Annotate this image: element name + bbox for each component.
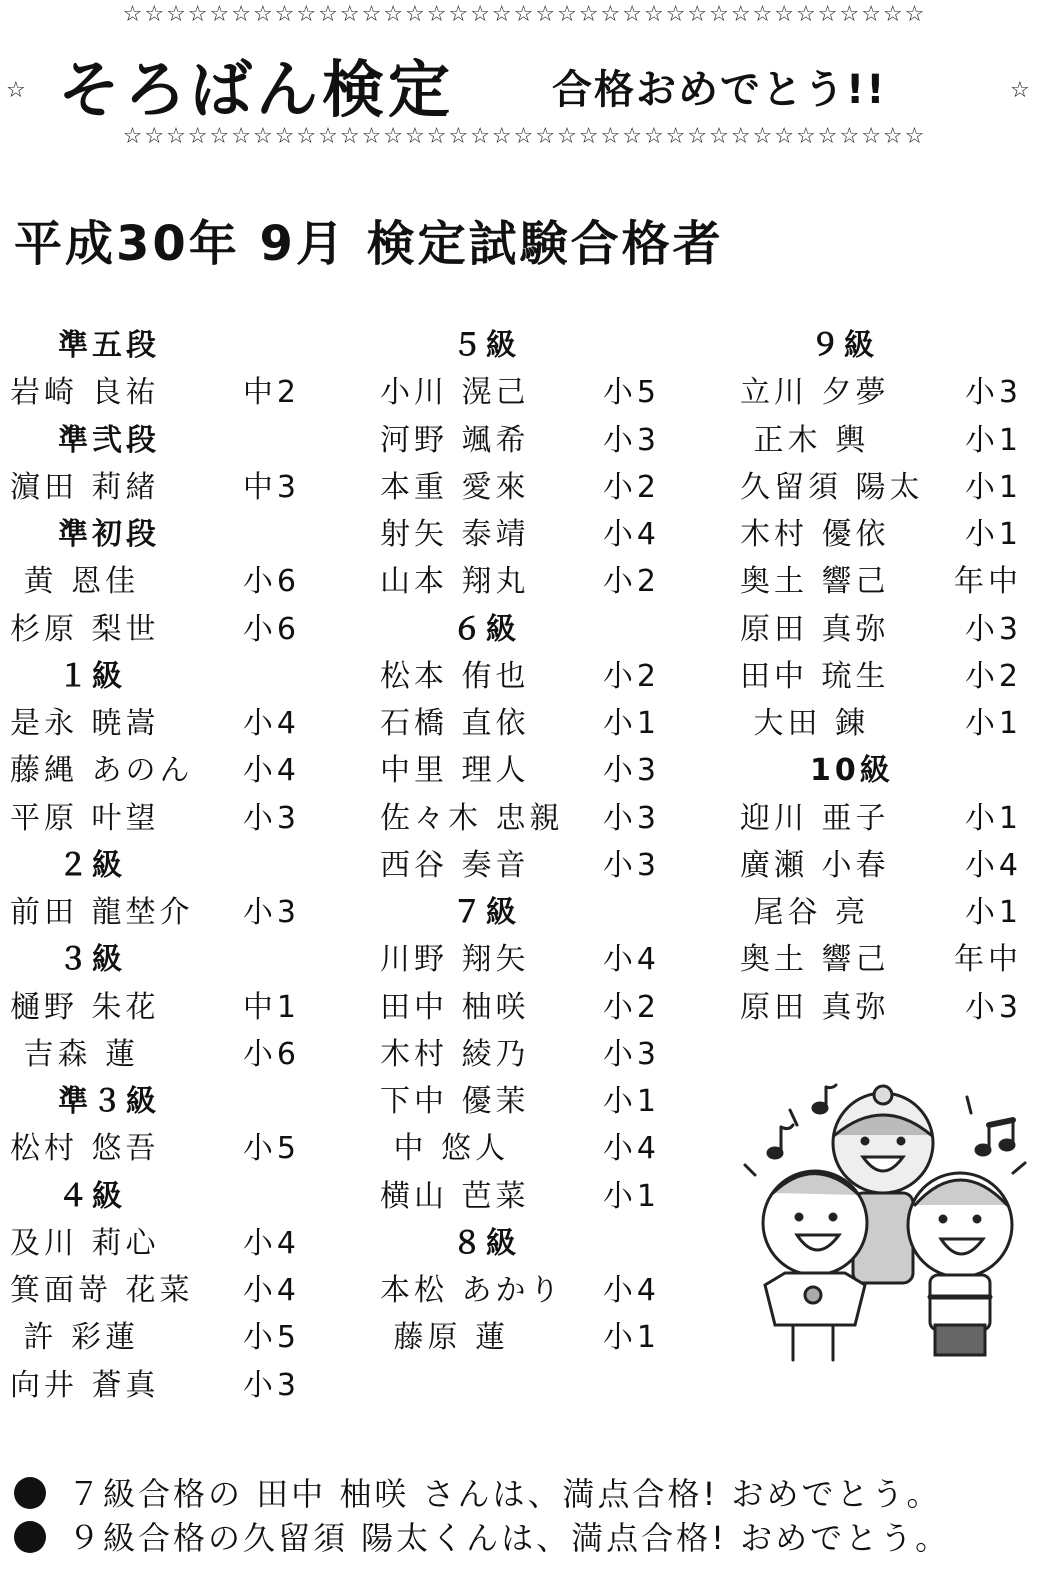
list-item (10, 1314, 300, 1361)
list-item (740, 369, 1022, 416)
school-year: 小6 (242, 1036, 300, 1072)
list-item (10, 795, 300, 842)
note-text-1: ７級合格の 田中 柚咲 さんは、満点合格! おめでとう。 (68, 1475, 942, 1513)
list-item (740, 606, 1022, 653)
person-name: 廣瀬 小春 (740, 847, 890, 883)
person-name: 前田 龍埜介 (10, 895, 194, 930)
list-item (740, 795, 1022, 842)
school-year: 小3 (242, 800, 300, 836)
school-year: 小3 (602, 753, 660, 789)
person-name: 是永 暁嵩 (10, 706, 160, 741)
school-year: 小4 (242, 706, 300, 741)
grade-label: ２級 (58, 847, 126, 883)
results-column-1 (10, 322, 300, 1409)
list-item (380, 842, 660, 889)
person-name: 中里 理人 (380, 753, 530, 789)
grade-label: 10級 (810, 753, 894, 789)
list-item (740, 889, 1022, 936)
person-name: 佐々木 忠親 (380, 800, 564, 836)
school-year: 小3 (242, 1367, 300, 1403)
child-right (908, 1173, 1012, 1355)
school-year: 小5 (242, 1131, 300, 1167)
star-border-bottom: ☆☆☆☆☆☆☆☆☆☆☆☆☆☆☆☆☆☆☆☆☆☆☆☆☆☆☆☆☆☆☆☆☆☆☆☆☆ (122, 124, 927, 149)
star-icon-left: ☆ (6, 78, 26, 103)
school-year: 小1 (964, 706, 1022, 741)
list-item (740, 936, 1022, 983)
school-year: 小3 (602, 1036, 660, 1072)
person-name: 濵田 莉緒 (10, 469, 160, 505)
person-name: 本松 あかり (380, 1273, 564, 1308)
school-year: 小4 (602, 1273, 660, 1308)
list-item (380, 511, 660, 558)
grade-label: ７級 (452, 895, 520, 930)
singing-children-illustration (735, 1075, 1035, 1375)
list-item (10, 558, 300, 605)
person-name: 平原 叶望 (10, 800, 160, 836)
school-year: 小2 (602, 564, 660, 600)
grade-heading (10, 1173, 300, 1220)
school-year: 小4 (242, 1273, 300, 1308)
list-item (380, 1267, 660, 1314)
list-item (380, 558, 660, 605)
list-item (10, 464, 300, 511)
exam-heading: 平成30年 9月 検定試験合格者 (14, 216, 724, 272)
grade-heading (740, 747, 1022, 794)
list-item (380, 936, 660, 983)
person-name: 箕面嵜 花菜 (10, 1273, 194, 1308)
school-year: 中2 (242, 375, 300, 411)
grade-label: ９級 (810, 328, 878, 363)
grade-heading (10, 653, 300, 700)
list-item (10, 606, 300, 653)
list-item (10, 1362, 300, 1409)
list-item (10, 700, 300, 747)
school-year: 小2 (964, 658, 1022, 694)
grade-label: ８級 (452, 1225, 520, 1261)
school-year: 小3 (602, 422, 660, 458)
school-year: 年中 (954, 564, 1022, 600)
list-item (740, 464, 1022, 511)
school-year: 小4 (964, 847, 1022, 883)
person-name: 川野 翔矢 (380, 942, 530, 978)
school-year: 小1 (964, 422, 1022, 458)
grade-label: ５級 (452, 328, 520, 363)
person-name: 立川 夕夢 (740, 375, 890, 411)
person-name: 及川 莉心 (10, 1225, 160, 1261)
grade-heading (380, 889, 660, 936)
grade-heading (10, 511, 300, 558)
list-item (380, 1125, 660, 1172)
school-year: 中3 (242, 469, 300, 505)
music-note-icon-2 (813, 1085, 836, 1113)
grade-heading (10, 1078, 300, 1125)
list-item (740, 700, 1022, 747)
double-music-note-icon (976, 1120, 1014, 1155)
grade-heading (380, 322, 660, 369)
list-item (10, 1220, 300, 1267)
star-icon-right: ☆ (1010, 78, 1030, 103)
list-item (380, 464, 660, 511)
list-item (380, 653, 660, 700)
list-item (740, 653, 1022, 700)
person-name: 石橋 直依 (380, 706, 530, 741)
school-year: 小2 (602, 989, 660, 1025)
school-year: 小4 (242, 753, 300, 789)
school-year: 小4 (602, 942, 660, 978)
person-name: 藤縄 あのん (10, 753, 194, 789)
list-item (380, 1031, 660, 1078)
notes-section (14, 1472, 1044, 1560)
grade-heading (740, 322, 1022, 369)
person-name: 黄 恩佳 (10, 564, 140, 600)
list-item (380, 795, 660, 842)
list-item (10, 984, 300, 1031)
person-name: 奥土 響己 (740, 942, 890, 978)
person-name: 中 悠人 (380, 1131, 510, 1167)
person-name: 奥土 響己 (740, 564, 890, 600)
grade-label: １級 (58, 658, 126, 694)
list-item (740, 417, 1022, 464)
school-year: 小5 (602, 375, 660, 411)
person-name: 許 彩蓮 (10, 1320, 140, 1356)
school-year: 小1 (964, 800, 1022, 836)
note-line-1 (14, 1472, 1044, 1516)
person-name: 西谷 奏音 (380, 847, 530, 883)
list-item (10, 1267, 300, 1314)
results-column-3 (740, 322, 1022, 1031)
grade-label: 準五段 (58, 328, 160, 363)
list-item (10, 1031, 300, 1078)
list-item (10, 369, 300, 416)
school-year: 小5 (242, 1320, 300, 1356)
person-name: 藤原 蓮 (380, 1320, 510, 1356)
grade-heading (380, 1220, 660, 1267)
school-year: 小4 (242, 1225, 300, 1261)
school-year: 小4 (602, 517, 660, 552)
school-year: 年中 (954, 942, 1022, 978)
list-item (380, 417, 660, 464)
page-title: そろばん検定 (58, 53, 455, 126)
school-year: 小1 (964, 469, 1022, 505)
grade-heading (380, 606, 660, 653)
list-item (10, 1125, 300, 1172)
grade-heading (10, 417, 300, 464)
note-text-2: ９級合格の久留須 陽太くんは、満点合格! おめでとう。 (68, 1519, 951, 1557)
list-item (380, 369, 660, 416)
grade-label: ６級 (452, 611, 520, 647)
person-name: 横山 芭菜 (380, 1178, 530, 1214)
person-name: 田中 琉生 (740, 658, 890, 694)
person-name: 吉森 蓮 (10, 1036, 140, 1072)
page-subtitle: 合格おめでとう!! (552, 67, 887, 113)
list-item (740, 842, 1022, 889)
grade-heading (10, 936, 300, 983)
person-name: 大田 錬 (740, 706, 870, 741)
person-name: 原田 真弥 (740, 989, 890, 1025)
person-name: 樋野 朱花 (10, 989, 160, 1025)
person-name: 松本 侑也 (380, 658, 530, 694)
list-item (380, 747, 660, 794)
grade-label: ４級 (58, 1178, 126, 1214)
grade-label: 準弐段 (58, 422, 160, 458)
school-year: 小3 (242, 895, 300, 930)
person-name: 正木 輿 (740, 422, 870, 458)
school-year: 小4 (602, 1131, 660, 1167)
person-name: 迎川 亜子 (740, 800, 890, 836)
person-name: 久留須 陽太 (740, 469, 924, 505)
school-year: 小3 (964, 375, 1022, 411)
school-year: 小3 (964, 611, 1022, 647)
child-left (763, 1171, 867, 1360)
school-year: 小3 (602, 847, 660, 883)
list-item (10, 889, 300, 936)
grade-heading (10, 322, 300, 369)
list-item (380, 1078, 660, 1125)
school-year: 小3 (964, 989, 1022, 1025)
grade-heading (10, 842, 300, 889)
person-name: 松村 悠吾 (10, 1131, 160, 1167)
grade-label: 準３級 (58, 1084, 160, 1119)
list-item (10, 747, 300, 794)
list-item (740, 511, 1022, 558)
list-item (380, 1314, 660, 1361)
school-year: 小2 (602, 658, 660, 694)
person-name: 原田 真弥 (740, 611, 890, 647)
person-name: 田中 柚咲 (380, 989, 530, 1025)
person-name: 木村 綾乃 (380, 1036, 530, 1072)
grade-label: ３級 (58, 942, 126, 978)
person-name: 尾谷 亮 (740, 895, 870, 930)
person-name: 山本 翔丸 (380, 564, 530, 600)
school-year: 小6 (242, 564, 300, 600)
school-year: 小1 (602, 1178, 660, 1214)
school-year: 小1 (964, 517, 1022, 552)
music-note-icon (768, 1125, 793, 1158)
list-item (740, 558, 1022, 605)
person-name: 河野 颯希 (380, 422, 530, 458)
results-column-2 (380, 322, 660, 1362)
person-name: 射矢 泰靖 (380, 517, 530, 552)
list-item (380, 984, 660, 1031)
school-year: 小1 (602, 1320, 660, 1356)
list-item (740, 984, 1022, 1031)
list-item (380, 700, 660, 747)
school-year: 小6 (242, 611, 300, 647)
school-year: 小1 (602, 1084, 660, 1119)
bullet-icon (14, 1477, 46, 1509)
person-name: 下中 優茉 (380, 1084, 530, 1119)
person-name: 小川 滉己 (380, 375, 530, 411)
school-year: 小2 (602, 469, 660, 505)
bullet-icon (14, 1521, 46, 1553)
person-name: 木村 優依 (740, 517, 890, 552)
grade-label: 準初段 (58, 517, 160, 552)
person-name: 杉原 梨世 (10, 611, 160, 647)
note-line-2 (14, 1516, 1044, 1560)
list-item (380, 1173, 660, 1220)
school-year: 小1 (964, 895, 1022, 930)
header-banner (0, 32, 1049, 132)
school-year: 小1 (602, 706, 660, 741)
star-border-top: ☆☆☆☆☆☆☆☆☆☆☆☆☆☆☆☆☆☆☆☆☆☆☆☆☆☆☆☆☆☆☆☆☆☆☆☆☆ (122, 2, 927, 27)
person-name: 本重 愛來 (380, 469, 530, 505)
person-name: 向井 蒼真 (10, 1367, 160, 1403)
school-year: 小3 (602, 800, 660, 836)
person-name: 岩崎 良祐 (10, 375, 160, 411)
school-year: 中1 (242, 989, 300, 1025)
